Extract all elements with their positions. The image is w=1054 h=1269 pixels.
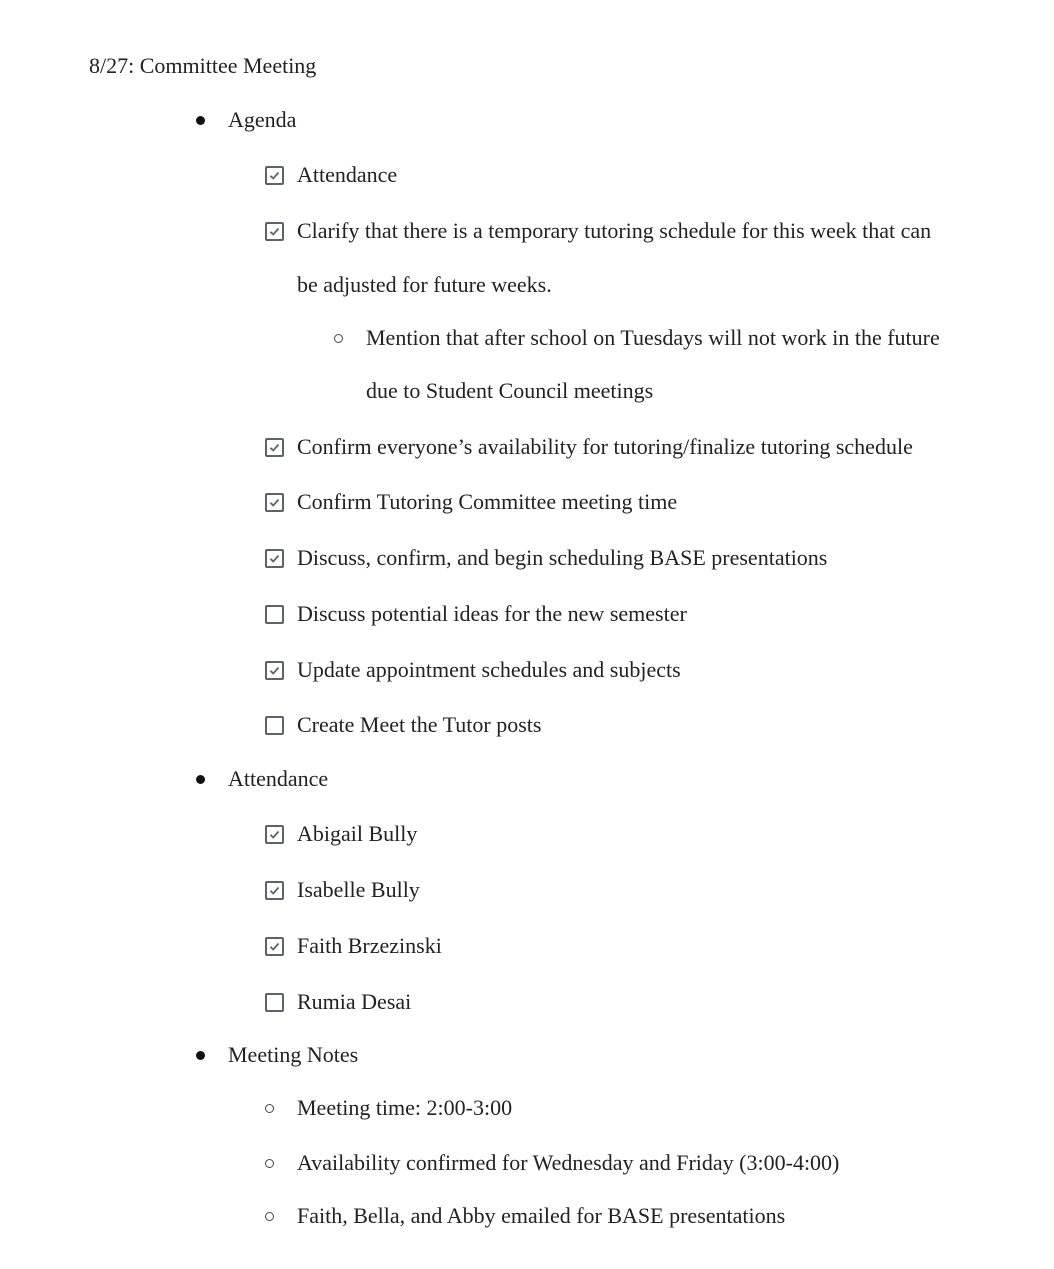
checked-checkbox[interactable] bbox=[265, 493, 284, 512]
checklist-item-text: Create Meet the Tutor posts bbox=[297, 712, 542, 737]
checklist-item-text: Rumia Desai bbox=[297, 989, 412, 1014]
checklist-item-text: Attendance bbox=[297, 162, 398, 187]
checklist-item-text: Faith Brzezinski bbox=[297, 933, 442, 958]
checklist-item-text: Confirm everyone’s availability for tutoring/finalize tutoring schedule bbox=[297, 434, 913, 459]
unchecked-checkbox[interactable] bbox=[265, 993, 284, 1012]
checked-checkbox[interactable] bbox=[265, 825, 284, 844]
checked-checkbox[interactable] bbox=[265, 661, 284, 680]
bullet-icon bbox=[196, 775, 205, 784]
meeting-note-text: Availability confirmed for Wednesday and Friday (3:00-4:00) bbox=[297, 1150, 840, 1175]
bullet-icon bbox=[196, 1051, 205, 1060]
hollow-bullet-icon bbox=[265, 1212, 274, 1221]
bullet-icon bbox=[196, 116, 205, 125]
checked-checkbox[interactable] bbox=[265, 166, 284, 185]
sub-note-text: Mention that after school on Tuesdays will not work in the future bbox=[366, 325, 940, 350]
section-heading-attendance: Attendance bbox=[228, 766, 329, 791]
checked-checkbox[interactable] bbox=[265, 937, 284, 956]
section-heading-agenda: Agenda bbox=[228, 107, 297, 132]
section-heading-meeting-notes: Meeting Notes bbox=[228, 1042, 359, 1067]
checklist-item-text: Discuss, confirm, and begin scheduling BASE presentations bbox=[297, 545, 828, 570]
document-title: 8/27: Committee Meeting bbox=[89, 53, 317, 78]
checklist-item-text: Confirm Tutoring Committee meeting time bbox=[297, 489, 678, 514]
checklist-item-text: Abigail Bully bbox=[297, 821, 418, 846]
checked-checkbox[interactable] bbox=[265, 222, 284, 241]
checklist-item-text-continued: be adjusted for future weeks. bbox=[297, 272, 552, 297]
checklist-item-text: Discuss potential ideas for the new semester bbox=[297, 601, 687, 626]
hollow-bullet-icon bbox=[265, 1104, 274, 1113]
checked-checkbox[interactable] bbox=[265, 438, 284, 457]
checklist-item-text: Clarify that there is a temporary tutoring schedule for this week that can bbox=[297, 218, 932, 243]
meeting-note-text: Faith, Bella, and Abby emailed for BASE presentations bbox=[297, 1203, 786, 1228]
checked-checkbox[interactable] bbox=[265, 549, 284, 568]
unchecked-checkbox[interactable] bbox=[265, 605, 284, 624]
hollow-bullet-icon bbox=[334, 334, 343, 343]
checked-checkbox[interactable] bbox=[265, 881, 284, 900]
sub-note-text-continued: due to Student Council meetings bbox=[366, 378, 654, 403]
unchecked-checkbox[interactable] bbox=[265, 716, 284, 735]
checklist-item-text: Isabelle Bully bbox=[297, 877, 420, 902]
checklist-item-text: Update appointment schedules and subjects bbox=[297, 657, 681, 682]
hollow-bullet-icon bbox=[265, 1159, 274, 1168]
meeting-note-text: Meeting time: 2:00-3:00 bbox=[297, 1095, 513, 1120]
